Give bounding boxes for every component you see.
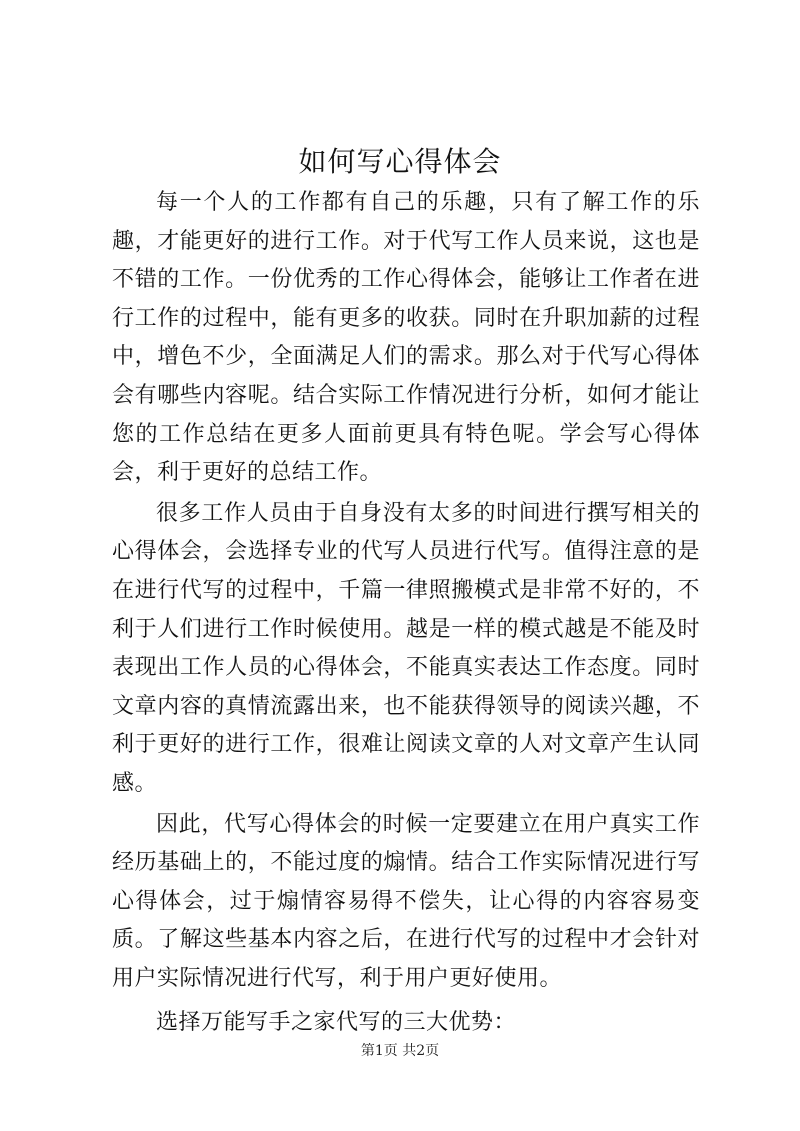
- paragraph-4: 选择万能写手之家代写的三大优势：: [156, 1010, 517, 1036]
- document-body: [112, 184, 700, 1043]
- document-title: 如何写心得体会: [298, 145, 502, 178]
- paragraph-1: 每一个人的工作都有自己的乐趣，只有了解工作的乐趣，才能更好的进行工作。对于代写工作人员来说，这也是不错的工作。一份优秀的工作心得体会，能够让工作者在进行工作的过程中，能有更多的收获。同时在升职加薪的过程中，增色不少，全面满足人们的需求。那么对于代写心得体会有哪些内容呢。结合实际工作情况进行分析，如何才能让您的工作总结在更多人面前更具有特色呢。学会写心得体会，利于更好的总结工作。: [112, 190, 700, 486]
- paragraph-2: 很多工作人员由于自身没有太多的时间进行撰写相关的心得体会，会选择专业的代写人员进行代写。值得注意的是在进行代写的过程中，千篇一律照搬模式是非常不好的，不利于人们进行工作时候使用。越是一样的模式越是不能及时表现出工作人员的心得体会，不能真实表达工作态度。同时文章内容的真情流露出来，也不能获得领导的阅读兴趣，不利于更好的进行工作，很难让阅读文章的人对文章产生认同感。: [112, 500, 700, 796]
- page-footer: 第1页 共2页: [360, 1043, 440, 1059]
- paragraph-3: 因此，代写心得体会的时候一定要建立在用户真实工作经历基础上的，不能过度的煽情。结合工作实际情况进行写心得体会，过于煽情容易得不偿失，让心得的内容容易变质。了解这些基本内容之后，在进行代写的过程中才会针对用户实际情况进行代写，利于用户更好使用。: [112, 811, 700, 991]
